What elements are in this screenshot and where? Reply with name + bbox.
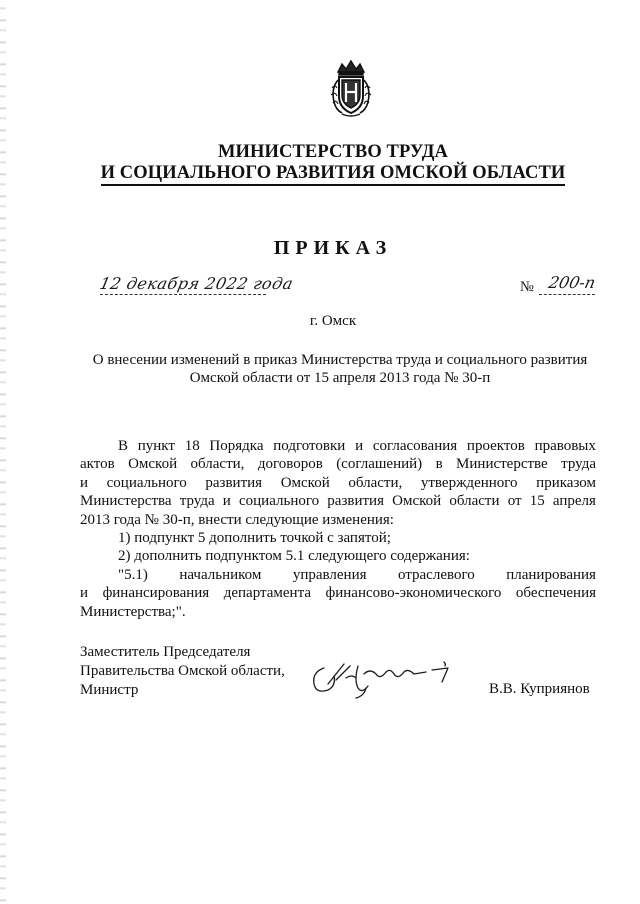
signer-position	[80, 643, 285, 700]
subject-line: Омской области от 15 апреля 2013 года № 30-п	[189, 370, 491, 386]
handwritten-number: 200-п	[546, 273, 598, 292]
word: и	[80, 585, 89, 602]
word: (соглашений)	[336, 456, 423, 473]
handwritten-signature	[306, 654, 462, 700]
word: "5.1)	[118, 566, 148, 583]
word: Омской	[128, 456, 178, 473]
body-line	[80, 474, 596, 492]
body-line	[80, 437, 596, 455]
word: 15	[529, 493, 545, 510]
word: договоров	[257, 456, 323, 473]
word: от	[507, 493, 522, 510]
word: В	[118, 438, 129, 454]
subject-line: О внесении изменений в приказ Министерства труда и социального развития	[92, 352, 588, 368]
signer-position-line: Заместитель Председателя	[80, 644, 251, 660]
word: актов	[80, 456, 115, 473]
body-line: 2013 года № 30-п, внести следующие изменения:	[80, 511, 394, 528]
word: подготовки	[273, 438, 346, 454]
scan-edge-artifact	[0, 0, 6, 904]
word: согласования	[372, 438, 458, 454]
word: и	[222, 493, 231, 510]
word: финансирования	[102, 585, 210, 602]
quote-line: Министерства;".	[80, 603, 186, 620]
ministry-name-line2-text: И СОЦИАЛЬНОГО РАЗВИТИЯ ОМСКОЙ ОБЛАСТИ	[101, 163, 566, 186]
word: области	[449, 493, 500, 510]
quote-line	[80, 584, 596, 602]
word: отраслевого	[397, 566, 475, 583]
list-item: 2) дополнить подпунктом 5.1 следующего содержания:	[118, 548, 470, 565]
number-underline	[539, 294, 595, 295]
order-subject	[80, 351, 600, 387]
word: развития	[327, 493, 384, 510]
document-type-title: ПРИКАЗ	[273, 237, 393, 259]
signer-position-line: Министр	[80, 682, 139, 698]
word: 18	[184, 438, 200, 454]
word: области,	[190, 456, 245, 473]
word: утвержденного	[420, 474, 518, 491]
word: Омской	[280, 474, 330, 491]
word: планирования	[506, 566, 596, 583]
word: правовых	[534, 438, 596, 454]
word: Министерстве	[456, 456, 548, 473]
word: приказом	[536, 474, 596, 491]
number-label: №	[520, 279, 534, 295]
word: труда	[179, 493, 215, 510]
word: финансово-экономического	[325, 585, 502, 602]
city-line: г. Омск	[309, 313, 357, 329]
word: начальником	[179, 566, 262, 583]
body-line	[80, 492, 596, 510]
word: в	[435, 456, 443, 473]
word: пункт	[137, 438, 175, 454]
word: апреля	[552, 493, 596, 510]
signer-position-line: Правительства Омской области,	[80, 663, 285, 679]
word: и	[80, 474, 89, 491]
word: развития	[205, 474, 263, 491]
word: проектов	[466, 438, 525, 454]
signer-name: В.В. Куприянов	[489, 681, 590, 697]
word: области,	[348, 474, 403, 491]
order-body	[80, 437, 596, 621]
word: социального	[106, 474, 187, 491]
date-underline	[100, 294, 266, 295]
word: труда	[561, 456, 596, 473]
word: департамента	[223, 585, 311, 602]
word: Министерства	[80, 493, 172, 510]
ministry-name-line1: МИНИСТЕРСТВО ТРУДА	[217, 142, 449, 162]
ministry-name-line2	[0, 163, 640, 184]
word: Порядка	[209, 438, 264, 454]
body-line	[80, 455, 596, 473]
quote-line	[80, 566, 596, 584]
word: социального	[238, 493, 320, 510]
coat-of-arms-icon	[328, 58, 374, 118]
word: Омской	[392, 493, 442, 510]
word: и	[355, 438, 364, 454]
word: управления	[292, 566, 367, 583]
handwritten-date: 12 декабря 2022 года	[97, 274, 296, 293]
word: обеспечения	[515, 585, 596, 602]
list-item: 1) подпункт 5 дополнить точкой с запятой;	[118, 530, 391, 547]
